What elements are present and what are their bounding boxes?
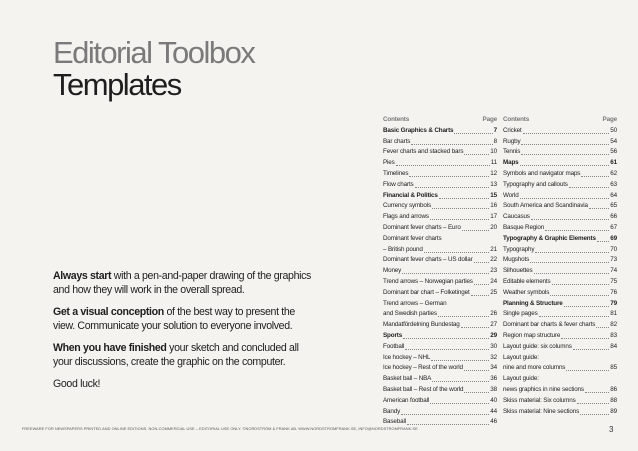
dot-leader — [577, 403, 610, 404]
contents-entry-label: Money — [383, 267, 402, 275]
contents-entry-label: Ice hockey – NHL — [383, 353, 431, 361]
dot-leader — [531, 219, 609, 220]
contents-row — [503, 342, 617, 353]
dot-leader — [462, 230, 490, 231]
contents-entry-label: Rugby — [503, 137, 521, 145]
intro-bold: When you have finished — [53, 342, 167, 354]
contents-row — [383, 342, 497, 353]
intro-paragraph — [53, 378, 313, 392]
intro-paragraph — [53, 306, 313, 333]
dot-leader — [520, 198, 610, 199]
dot-leader — [539, 316, 610, 317]
contents-entry-page: 29 — [490, 331, 497, 339]
contents-entry-page: 88 — [610, 396, 617, 404]
contents-entry-page: 27 — [490, 321, 497, 329]
dot-leader — [564, 306, 610, 307]
dot-leader — [471, 295, 490, 296]
contents-entry-page: 46 — [490, 418, 497, 426]
contents-entry-label: Symbols and navigator maps — [503, 169, 581, 177]
contents-row — [383, 245, 497, 256]
contents-row — [503, 180, 617, 191]
contents-entry-label: Dominant bar chart – Folketinget — [383, 288, 470, 296]
contents-list — [503, 126, 617, 418]
contents-entry-label: Region map structure — [503, 331, 561, 339]
dot-leader — [415, 187, 490, 188]
contents-row — [383, 137, 497, 148]
dot-leader — [432, 381, 489, 382]
contents-entry-page: 36 — [490, 375, 497, 383]
contents-entry-page: 75 — [610, 277, 617, 285]
contents-row — [503, 363, 617, 374]
dot-leader — [438, 316, 489, 317]
contents-entry-label: Football — [383, 342, 405, 350]
dot-leader — [597, 241, 609, 242]
dot-leader — [534, 273, 610, 274]
contents-row — [503, 212, 617, 223]
contents-row — [383, 255, 497, 266]
title-line-2: Templates — [53, 67, 181, 102]
contents-row — [503, 396, 617, 407]
contents-entry-page: 54 — [610, 137, 617, 145]
dot-leader — [521, 154, 609, 155]
contents-entry-page: 15 — [490, 191, 497, 199]
contents-entry-page: 10 — [490, 148, 497, 156]
dot-leader — [535, 252, 609, 253]
contents-row — [383, 266, 497, 277]
contents-entry-page: 64 — [610, 191, 617, 199]
intro-bold: Get a visual conception — [53, 306, 164, 318]
contents-entry-label: Basket ball – NBA — [383, 375, 432, 383]
contents-row — [503, 223, 617, 234]
contents-row — [503, 320, 617, 331]
contents-row — [383, 180, 497, 191]
contents-entry-label: Dominant bar charts & fever charts — [503, 321, 596, 329]
contents-entry-page: 22 — [490, 256, 497, 264]
contents-section-row — [383, 126, 497, 137]
dot-leader — [430, 403, 489, 404]
contents-row — [503, 266, 617, 277]
contents-entry-page: 16 — [490, 202, 497, 210]
contents-header-label: Contents — [383, 116, 410, 123]
dot-leader — [409, 176, 489, 177]
contents-entry-label: Trend arrows – Norwegian parties — [383, 277, 473, 285]
dot-leader — [523, 133, 610, 134]
contents-row — [383, 299, 497, 310]
contents-entry-label: Mandatfördelning Bundestag — [383, 321, 460, 329]
contents-entry-page: 40 — [490, 396, 497, 404]
contents-entry-page: 23 — [490, 267, 497, 275]
dot-leader — [424, 252, 490, 253]
contents-entry-label: American football — [383, 396, 430, 404]
contents-entry-label: Timelines — [383, 169, 409, 177]
contents-entry-page: 38 — [490, 385, 497, 393]
contents-entry-page: 11 — [490, 159, 497, 167]
contents-entry-page: 21 — [490, 245, 497, 253]
contents-row — [503, 374, 617, 385]
contents-entry-label: World — [503, 191, 519, 199]
contents-row — [503, 277, 617, 288]
dot-leader — [461, 327, 490, 328]
intro-body: of the best way to present the view. Communicate your solution to everyone involved. — [53, 306, 295, 332]
contents-entry-label: Bar charts — [383, 137, 411, 145]
contents-entry-label: Typography and callouts — [503, 180, 568, 188]
contents-entry-label: Financial & Politics — [383, 191, 438, 199]
contents-entry-page: 61 — [610, 159, 617, 167]
contents-entry-label: Weather symbols — [503, 288, 550, 296]
contents-column-1 — [383, 115, 497, 428]
dot-leader — [530, 262, 609, 263]
contents-header — [503, 115, 617, 125]
contents-row — [503, 331, 617, 342]
contents-row — [383, 288, 497, 299]
contents-row — [503, 201, 617, 212]
contents-entry-page: 86 — [610, 385, 617, 393]
contents-entry-label: Caucasus — [503, 213, 530, 221]
contents-row — [383, 309, 497, 320]
contents-entry-label: news graphics in nine sections — [503, 385, 584, 393]
contents-row — [383, 169, 497, 180]
contents-entry-page: 20 — [490, 223, 497, 231]
contents-entry-page: 79 — [610, 299, 617, 307]
dot-leader — [431, 360, 489, 361]
contents-row — [383, 363, 497, 374]
dot-leader — [407, 424, 489, 425]
contents-entry-label: Mugshots — [503, 256, 530, 264]
dot-leader — [569, 187, 609, 188]
contents-entry-page: 8 — [493, 137, 497, 145]
contents-entry-label: Skiss material: Six columns — [503, 396, 576, 404]
contents-entry-label: Layout guide: six columns — [503, 342, 572, 350]
contents-row — [383, 223, 497, 234]
dot-leader — [581, 176, 609, 177]
intro-bold: Always start — [53, 270, 112, 282]
dot-leader — [464, 154, 489, 155]
dot-leader — [464, 392, 489, 393]
contents-entry-page: 56 — [610, 148, 617, 156]
contents-entry-page: 44 — [490, 407, 497, 415]
contents-column-2 — [503, 115, 617, 417]
contents-row — [383, 234, 497, 245]
contents-entry-page: 84 — [610, 342, 617, 350]
contents-entry-label: – British pound — [383, 245, 423, 253]
contents-row — [383, 212, 497, 223]
dot-leader — [454, 133, 492, 134]
dot-leader — [405, 349, 489, 350]
contents-entry-label: Dominant fever charts – Euro — [383, 223, 461, 231]
contents-entry-label: Single pages — [503, 310, 538, 318]
contents-entry-label: Trend arrows – German — [383, 299, 447, 307]
contents-row — [503, 137, 617, 148]
dot-leader — [403, 338, 489, 339]
contents-row — [503, 288, 617, 299]
dot-leader — [520, 165, 610, 166]
dot-leader — [550, 295, 609, 296]
contents-entry-label: Dominant fever charts – US dollar — [383, 256, 473, 264]
contents-entry-page: 82 — [610, 321, 617, 329]
intro-body: Good luck! — [53, 378, 101, 390]
contents-section-row — [503, 234, 617, 245]
contents-entry-page: 83 — [610, 331, 617, 339]
contents-header — [383, 115, 497, 125]
contents-section-row — [503, 158, 617, 169]
contents-entry-page: 26 — [490, 310, 497, 318]
intro-text — [53, 270, 313, 401]
contents-entry-page: 30 — [490, 342, 497, 350]
contents-entry-page: 73 — [610, 256, 617, 264]
dot-leader — [552, 284, 610, 285]
dot-leader — [474, 262, 490, 263]
intro-body: with a pen-and-paper drawing of the graphics and how they will work in the overall spread. — [53, 270, 312, 296]
contents-entry-label: Skiss material: Nine sections — [503, 407, 580, 415]
contents-entry-label: Bandy — [383, 407, 401, 415]
contents-entry-page: 70 — [610, 245, 617, 253]
contents-row — [383, 158, 497, 169]
contents-entry-page: 67 — [610, 223, 617, 231]
contents-row — [383, 201, 497, 212]
dot-leader — [566, 370, 609, 371]
contents-entry-page: 74 — [610, 267, 617, 275]
contents-header-label: Contents — [503, 116, 530, 123]
contents-entry-label: Dominant fever charts — [383, 234, 442, 242]
contents-entry-label: nine and more columns — [503, 364, 566, 372]
contents-entry-page: 50 — [610, 126, 617, 134]
contents-entry-label: Flags and arrows — [383, 213, 429, 221]
contents-row — [503, 407, 617, 418]
contents-entry-page: 17 — [490, 213, 497, 221]
intro-body: your sketch and concluded all your discussions, create the graphic on the computer. — [53, 342, 299, 368]
contents-row — [383, 396, 497, 407]
contents-entry-label: and Swedish parties — [383, 310, 437, 318]
contents-entry-page: 76 — [610, 288, 617, 296]
contents-entry-label: Pies — [383, 159, 395, 167]
contents-row — [383, 407, 497, 418]
contents-entry-page: 63 — [610, 180, 617, 188]
dot-leader — [474, 284, 489, 285]
contents-entry-label: Typography — [503, 245, 535, 253]
dot-leader — [402, 273, 489, 274]
dot-leader — [573, 349, 610, 350]
contents-entry-page: 85 — [610, 364, 617, 372]
dot-leader — [439, 198, 490, 199]
dot-leader — [396, 165, 490, 166]
dot-leader — [432, 208, 489, 209]
dot-leader — [521, 144, 609, 145]
intro-paragraph — [53, 342, 313, 369]
contents-entry-label: Maps — [503, 159, 519, 167]
contents-row — [503, 245, 617, 256]
contents-row — [383, 147, 497, 158]
contents-entry-page: 81 — [610, 310, 617, 318]
contents-entry-label: Flow charts — [383, 180, 414, 188]
contents-entry-page: 12 — [490, 169, 497, 177]
contents-row — [383, 385, 497, 396]
dot-leader — [561, 338, 609, 339]
contents-row — [503, 169, 617, 180]
contents-row — [503, 353, 617, 364]
dot-leader — [596, 327, 609, 328]
contents-entry-page: 7 — [493, 126, 497, 134]
contents-row — [503, 126, 617, 137]
contents-entry-label: South America and Scandinavia — [503, 202, 588, 210]
contents-entry-label: Basic Graphics & Charts — [383, 126, 454, 134]
contents-entry-page: 34 — [490, 364, 497, 372]
footer-disclaimer: FREEWARE FOR NEWSPAPERS PRINTED AND ONLINE EDITIONS. NON-COMMERCIAL USE – EDITORIAL USE ONLY. ©NORDSTRÖM & FRANK AB, WWW.NORDSTROMFRANK.SE, INFO@NORDSTROMFRANK.SE — [22, 426, 418, 431]
contents-entry-page: 25 — [490, 288, 497, 296]
contents-section-row — [383, 191, 497, 202]
contents-entry-page: 24 — [490, 277, 497, 285]
dot-leader — [411, 144, 492, 145]
contents-row — [383, 353, 497, 364]
contents-row — [383, 374, 497, 385]
contents-row — [503, 385, 617, 396]
contents-entry-page: 62 — [610, 169, 617, 177]
contents-section-row — [383, 331, 497, 342]
contents-row — [383, 277, 497, 288]
contents-entry-label: Layout guide: — [503, 353, 539, 361]
contents-entry-label: Ice hockey – Rest of the world — [383, 364, 463, 372]
contents-header-page: Page — [602, 116, 617, 123]
contents-entry-label: Basket ball – Rest of the world — [383, 385, 464, 393]
dot-leader — [580, 414, 609, 415]
contents-entry-label: Baseball — [383, 418, 406, 426]
contents-row — [383, 320, 497, 331]
contents-entry-label: Silhouettes — [503, 267, 533, 275]
dot-leader — [589, 208, 609, 209]
contents-row — [503, 255, 617, 266]
contents-list — [383, 126, 497, 428]
contents-entry-label: Currency symbols — [383, 202, 431, 210]
contents-entry-label: Fever charts and stacked bars — [383, 148, 464, 156]
contents-entry-page: 13 — [490, 180, 497, 188]
contents-entry-label: Layout guide: — [503, 375, 539, 383]
contents-section-row — [503, 299, 617, 310]
contents-row — [503, 191, 617, 202]
dot-leader — [430, 219, 489, 220]
contents-entry-page: 69 — [610, 234, 617, 242]
contents-row — [503, 309, 617, 320]
contents-entry-page: 66 — [610, 213, 617, 221]
contents-row — [503, 147, 617, 158]
dot-leader — [464, 370, 489, 371]
contents-entry-label: Editable elements — [503, 277, 551, 285]
contents-entry-page: 89 — [610, 407, 617, 415]
contents-header-page: Page — [482, 116, 497, 123]
contents-entry-page: 65 — [610, 202, 617, 210]
contents-entry-label: Tennis — [503, 148, 521, 156]
page-number: 3 — [609, 425, 614, 434]
dot-leader — [585, 392, 609, 393]
contents-entry-label: Cricket — [503, 126, 522, 134]
title-line-1: Editorial Toolbox — [53, 35, 255, 70]
contents-entry-label: Planning & Structure — [503, 299, 563, 307]
contents-entry-label: Sports — [383, 331, 403, 339]
dot-leader — [545, 230, 609, 231]
contents-entry-label: Typography & Graphic Elements — [503, 234, 596, 242]
dot-leader — [401, 414, 489, 415]
contents-entry-label: Basque Region — [503, 223, 545, 231]
contents-entry-page: 32 — [490, 353, 497, 361]
intro-paragraph — [53, 270, 313, 297]
